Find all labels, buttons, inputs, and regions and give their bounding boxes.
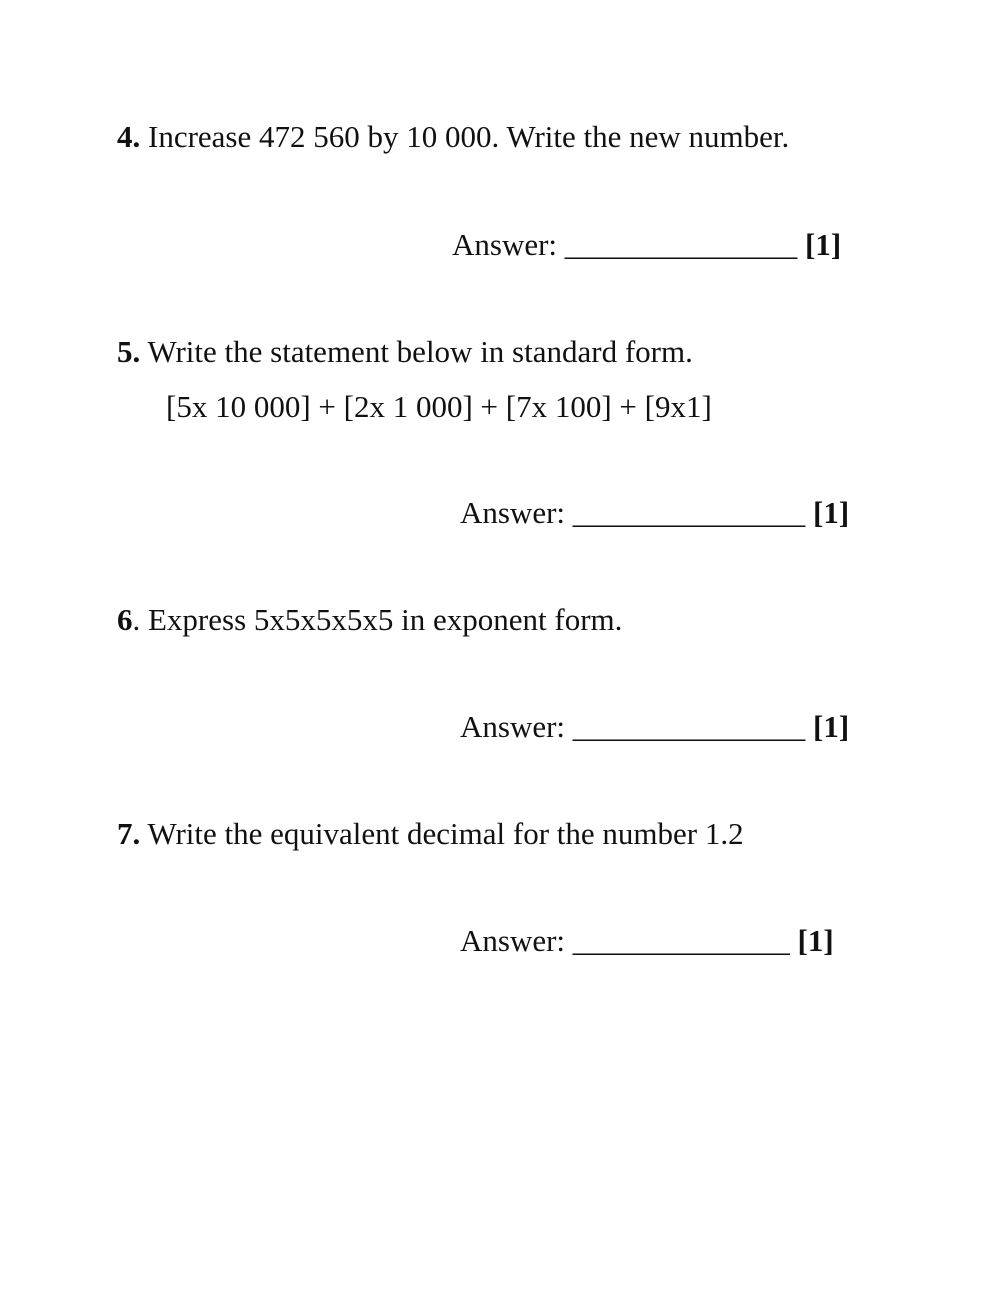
- question-prompt: . Express 5x5x5x5x5 in exponent form.: [132, 602, 623, 637]
- question-number: 6: [117, 602, 133, 637]
- answer-blank[interactable]: ______________: [572, 923, 790, 958]
- answer-blank[interactable]: _______________: [572, 709, 806, 744]
- answer-label: Answer:: [460, 495, 566, 530]
- answer-line-4: [452, 226, 841, 264]
- question-prompt: Write the statement below in standard form.: [140, 334, 693, 369]
- question-5-text: [117, 333, 693, 371]
- answer-line-5: [460, 494, 849, 532]
- answer-blank[interactable]: _______________: [572, 495, 806, 530]
- marks-label: [1]: [805, 227, 842, 262]
- answer-label: Answer:: [460, 923, 566, 958]
- question-prompt: Write the equivalent decimal for the number 1.2: [140, 816, 744, 851]
- question-5-expression: [166, 388, 712, 426]
- question-number: 4.: [117, 119, 141, 154]
- question-4-text: [117, 118, 789, 156]
- marks-label: [1]: [797, 923, 834, 958]
- answer-line-7: [460, 922, 834, 960]
- answer-blank[interactable]: _______________: [564, 227, 798, 262]
- marks-label: [1]: [813, 495, 850, 530]
- answer-label: Answer:: [460, 709, 566, 744]
- answer-line-6: [460, 708, 849, 746]
- marks-label: [1]: [813, 709, 850, 744]
- answer-label: Answer:: [452, 227, 558, 262]
- question-number: 5.: [117, 334, 141, 369]
- expression: [5x 10 000] + [2x 1 000] + [7x 100] + [9x1]: [166, 389, 712, 424]
- question-6-text: [117, 601, 622, 639]
- question-7-text: [117, 815, 744, 853]
- question-number: 7.: [117, 816, 141, 851]
- question-prompt: Increase 472 560 by 10 000. Write the new number.: [140, 119, 790, 154]
